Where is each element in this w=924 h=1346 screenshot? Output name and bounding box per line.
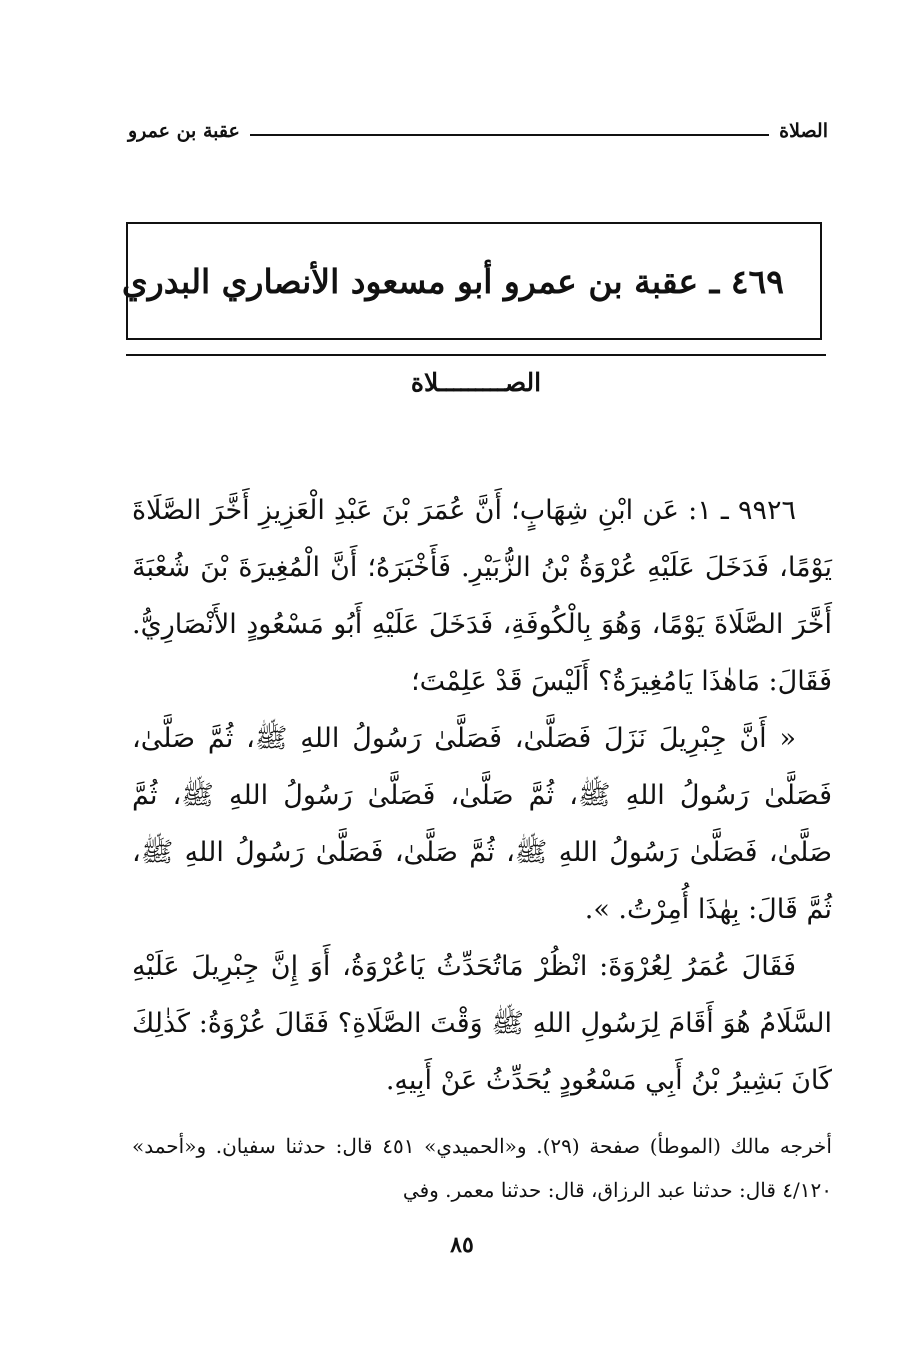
hadith-paragraph-3: فَقَالَ عُمَرُ لِعُرْوَةَ: انْظُرْ مَاتُحَدِّثُ يَاعُرْوَةُ، أَوَ إِنَّ جِبْرِيلَ عَلَيْهِ السَّلَامُ هُوَ أَقَامَ لِرَسُولِ اللهِ ﷺ وَقْتَ الصَّلَاةِ؟ فَقَالَ عُرْوَةُ: كَذٰلِكَ كَانَ بَشِيرُ بْنُ أَبِي مَسْعُودٍ يُحَدِّثُ عَنْ أَبِيهِ.	[132, 951, 832, 1096]
chapter-title-box	[121, 222, 822, 340]
hadith-paragraph-1: ٩٩٢٦ ـ ١: عَن ابْنِ شِهَابٍ؛ أَنَّ عُمَرَ بْنَ عَبْدِ الْعَزِيزِ أَخَّرَ الصَّلَاةَ يَوْمًا، فَدَخَلَ عَلَيْهِ عُرْوَةُ بْنُ الزُّبَيْرِ. فَأَخْبَرَهُ؛ أَنَّ الْمُغِيرَةَ بْنَ شُعْبَةَ أَخَّرَ الصَّلَاةَ يَوْمًا، وَهُوَ بِالْكُوفَةِ، فَدَخَلَ عَلَيْهِ أَبُو مَسْعُودٍ الأَنْصَارِيُّ. فَقَالَ: مَاهٰذَا يَامُغِيرَةُ؟ أَلَيْسَ قَدْ عَلِمْتَ؛	[132, 495, 832, 697]
section-heading: الصـــــــــلاة	[410, 368, 542, 397]
hadith-body	[132, 482, 832, 1109]
running-header-rule	[250, 134, 769, 136]
running-header-chapter: عقبة بن عمرو	[128, 120, 240, 142]
page-number: ٨٥	[450, 1232, 474, 1258]
hadith-paragraph-2: « أَنَّ جِبْرِيلَ نَزَلَ فَصَلَّىٰ، فَصَلَّىٰ رَسُولُ اللهِ ﷺ، ثُمَّ صَلَّىٰ، فَصَلَّىٰ رَسُولُ اللهِ ﷺ، ثُمَّ صَلَّىٰ، فَصَلَّىٰ رَسُولُ اللهِ ﷺ، ثُمَّ صَلَّىٰ، فَصَلَّىٰ رَسُولُ اللهِ ﷺ، ثُمَّ صَلَّىٰ، فَصَلَّىٰ رَسُولُ اللهِ ﷺ، ثُمَّ قَالَ: بِهٰذَا أُمِرْتُ. ».	[132, 723, 832, 925]
running-header	[128, 116, 828, 146]
title-divider	[126, 354, 826, 356]
footnote: أخرجه مالك (الموطأ) صفحة (٢٩). و«الحميدي» ٤٥١ قال: حدثنا سفيان. و«أحمد» ٤/١٢٠ قال: حدثنا عبد الرزاق، قال: حدثنا معمر. وفي	[132, 1134, 832, 1202]
running-header-section: الصلاة	[779, 120, 828, 142]
chapter-title: ٤٦٩ ـ عقبة بن عمرو أبو مسعود الأنصاري البدري	[121, 261, 784, 301]
